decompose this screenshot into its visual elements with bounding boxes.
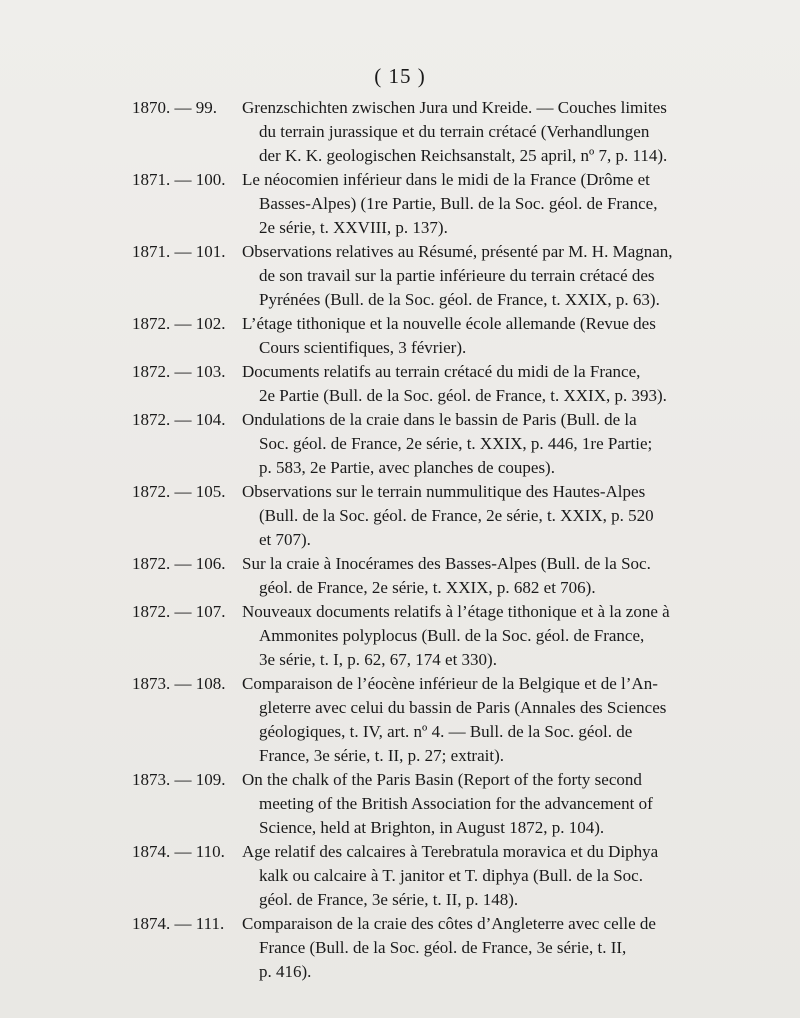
entry-line: kalk ou calcaire à T. janitor et T. diphya (Bull. de la Soc. (259, 866, 643, 885)
entry-number: 1872. — 106. (132, 554, 226, 573)
entry-line: L’étage tithonique et la nouvelle école allemande (Revue des (242, 314, 656, 333)
entry-line: Sur la craie à Inocérames des Basses-Alpes (Bull. de la Soc. (242, 554, 651, 573)
entry-text (242, 912, 800, 984)
entry-line: meeting of the British Association for the advancement of (259, 794, 653, 813)
entry-number: 1871. — 101. (132, 242, 226, 261)
entry-number: 1872. — 103. (132, 362, 226, 381)
entry-text (242, 408, 800, 480)
entry-line: (Bull. de la Soc. géol. de France, 2e série, t. XXIX, p. 520 (259, 506, 654, 525)
entry-line: Ammonites polyplocus (Bull. de la Soc. géol. de France, (259, 626, 645, 645)
entry-line: géol. de France, 3e série, t. II, p. 148). (259, 890, 519, 909)
entry-line: Comparaison de la craie des côtes d’Angleterre avec celle de (242, 914, 656, 933)
entry-line: 3e série, t. I, p. 62, 67, 174 et 330). (259, 650, 497, 669)
entry-line: 2e série, t. XXVIII, p. 137). (259, 218, 448, 237)
entry-number: 1871. — 100. (132, 170, 226, 189)
entry-number: 1872. — 102. (132, 314, 226, 333)
entry-line: Le néocomien inférieur dans le midi de la France (Drôme et (242, 170, 650, 189)
entry-line: Observations relatives au Résumé, présenté par M. H. Magnan, (242, 242, 673, 261)
entry-line: Soc. géol. de France, 2e série, t. XXIX, p. 446, 1re Partie; (259, 434, 653, 453)
entry-text (242, 768, 800, 840)
entry-line: Pyrénées (Bull. de la Soc. géol. de France, t. XXIX, p. 63). (259, 290, 660, 309)
page-number: ( 15 ) (374, 64, 426, 88)
entry-text (242, 312, 800, 360)
entry-line: et 707). (259, 530, 311, 549)
entry-text (242, 672, 800, 768)
entry-line: p. 416). (259, 962, 312, 981)
entry-number: 1870. — 99. (132, 98, 217, 117)
entry-line: géol. de France, 2e série, t. XXIX, p. 682 et 706). (259, 578, 596, 597)
entry-line: Grenzschichten zwischen Jura und Kreide. — Couches limites (242, 98, 667, 117)
entry-line: géologiques, t. IV, art. nº 4. — Bull. de la Soc. géol. de (259, 722, 633, 741)
entry-line: France (Bull. de la Soc. géol. de France, 3e série, t. II, (259, 938, 627, 957)
entry-line: der K. K. geologischen Reichsanstalt, 25 april, nº 7, p. 114). (259, 146, 668, 165)
entry-line: du terrain jurassique et du terrain crétacé (Verhandlungen (259, 122, 650, 141)
entry-text (242, 552, 800, 600)
entry-number: 1874. — 111. (132, 914, 225, 933)
entry-number: 1873. — 108. (132, 674, 226, 693)
entry-line: Documents relatifs au terrain crétacé du midi de la France, (242, 362, 641, 381)
entry-number: 1873. — 109. (132, 770, 226, 789)
entry-line: de son travail sur la partie inférieure du terrain crétacé des (259, 266, 655, 285)
entry-line: gleterre avec celui du bassin de Paris (Annales des Sciences (259, 698, 667, 717)
entry-line: p. 583, 2e Partie, avec planches de coupes). (259, 458, 555, 477)
entry-text (242, 360, 800, 408)
entry-line: Observations sur le terrain nummulitique des Hautes-Alpes (242, 482, 646, 501)
entry-line: France, 3e série, t. II, p. 27; extrait). (259, 746, 504, 765)
entry-line: Science, held at Brighton, in August 1872, p. 104). (259, 818, 605, 837)
entry-text (242, 480, 800, 552)
entry-line: On the chalk of the Paris Basin (Report of the forty second (242, 770, 642, 789)
entry-number: 1872. — 107. (132, 602, 226, 621)
entry-line: Comparaison de l’éocène inférieur de la Belgique et de l’An- (242, 674, 658, 693)
entry-text (242, 840, 800, 912)
entry-number: 1872. — 105. (132, 482, 226, 501)
entry-text (242, 240, 800, 312)
entry-line: Nouveaux documents relatifs à l’étage tithonique et à la zone à (242, 602, 670, 621)
entry-text (242, 600, 800, 672)
entry-number: 1874. — 110. (132, 842, 225, 861)
entry-line: 2e Partie (Bull. de la Soc. géol. de France, t. XXIX, p. 393). (259, 386, 667, 405)
entry-text (242, 96, 800, 168)
entry-text (242, 168, 800, 240)
entry-line: Basses-Alpes) (1re Partie, Bull. de la Soc. géol. de France, (259, 194, 658, 213)
entry-line: Ondulations de la craie dans le bassin de Paris (Bull. de la (242, 410, 637, 429)
entry-line: Age relatif des calcaires à Terebratula moravica et du Diphya (242, 842, 659, 861)
entry-line: Cours scientifiques, 3 février). (259, 338, 467, 357)
entry-number: 1872. — 104. (132, 410, 226, 429)
